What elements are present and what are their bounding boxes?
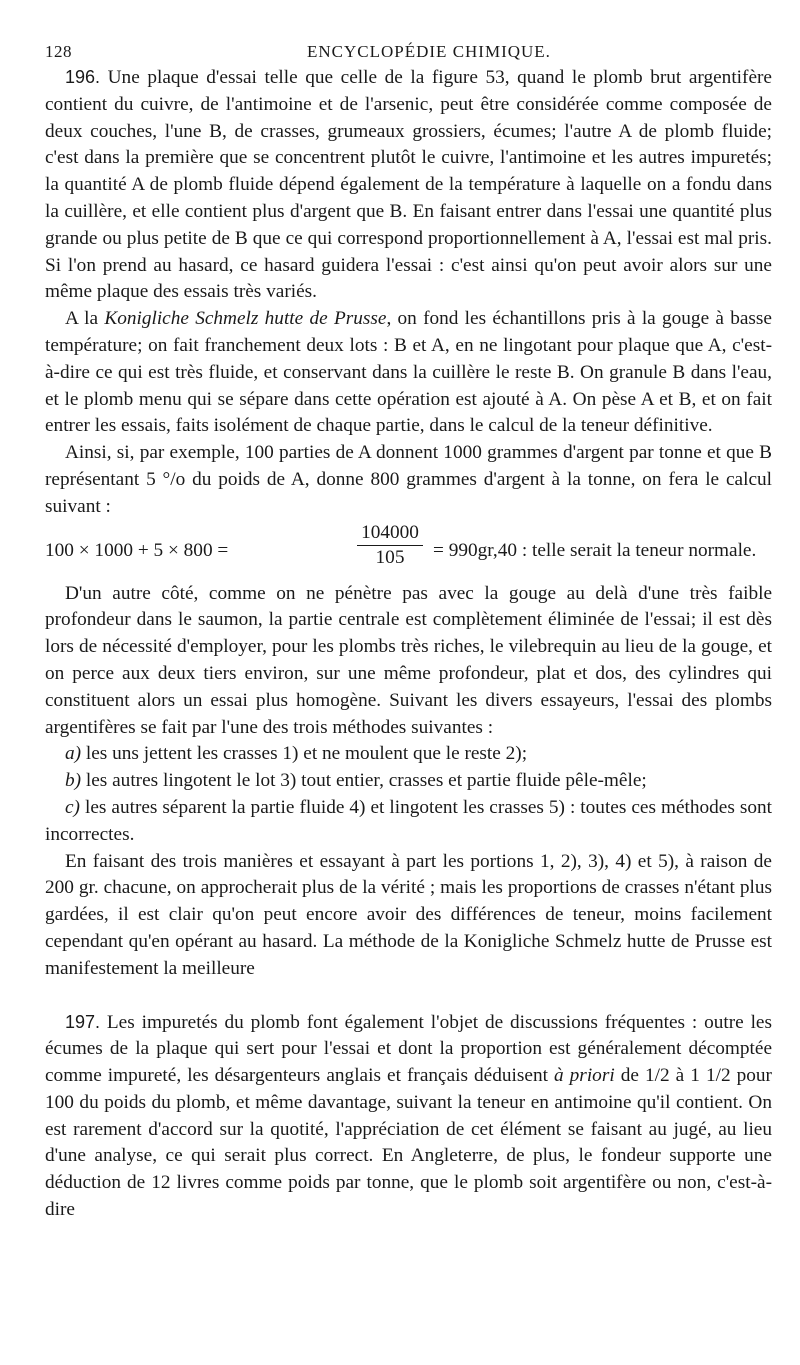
a-priori-italic: à priori	[553, 1065, 615, 1087]
list-text-b: les autres lingotent le lot 3) tout entier, crasses et partie fluide pêle-mêle;	[85, 770, 647, 792]
list-item-a	[45, 741, 772, 768]
list-text-a: les uns jettent les crasses 1) et ne moulent que le reste 2);	[85, 743, 528, 765]
running-head	[45, 38, 772, 64]
formula-denominator: 105	[375, 546, 405, 568]
body-text	[45, 64, 772, 1224]
konigliche-italic: Konigliche Schmelz hutte de Prusse	[104, 308, 387, 330]
list-text-c: les autres séparent la partie fluide 4) et lingotent les crasses 5) : toutes ces méthodes sont incorrectes.	[45, 796, 772, 845]
list-item-c	[45, 795, 772, 849]
page-number: 128	[45, 42, 72, 61]
paragraph-en-faisant: En faisant des trois manières et essayant à part les portions 1, 2), 3), 4) et 5), à raison de 200 gr. chacune, on approcherait plus de la vérité ; mais les proportions de crasses n'étant plus gardées, il est clair qu'on peut encore avoir des différences de teneur, moins facilement cependant qu'en opérant au hasard. La méthode de la Konigliche Schmelz hutte de Prusse est manifestement la meilleure	[45, 850, 772, 979]
paragraph-197	[45, 1009, 772, 1224]
list-marker-a: a)	[65, 743, 82, 765]
paragraph-konigliche-text: , on fond les échantillons pris à la gouge à basse température; on fait franchement deux lots : B et A, en ne lingotant pour plaque que A, c'est-à-dire ce qui est très fluide, et conservant dans la cuillère le reste B. On granule B dans l'eau, et le plomb menu qui se sépare dans cette opération est ajouté à A. On pèse A et B, et on fait entrer les essais, faits isolément de chaque partie, dans le calcul de la teneur définitive.	[45, 308, 772, 437]
paragraph-196	[45, 64, 772, 306]
formula-fraction	[357, 521, 423, 570]
list-marker-c: c)	[65, 796, 80, 818]
paragraph-konigliche	[45, 306, 772, 440]
header-title: ENCYCLOPÉDIE CHIMIQUE.	[307, 42, 551, 61]
formula-numerator: 104000	[357, 521, 423, 546]
paragraph-197-text-b: de 1/2 à 1 1/2 pour 100 du poids du plomb, et même davantage, suivant la teneur en antimoine qu'il contient. On est rarement d'accord sur la quotité, l'appréciation de cet élément se faisant au jugé, au lieu d'une analyse, ce qui serait plus correct. En Angleterre, de plus, le fondeur supporte une déduction de 12 livres comme poids par tonne, que le plomb soit argentifère ou non, c'est-à-dire	[45, 1065, 772, 1221]
paragraph-196-text: Une plaque d'essai telle que celle de la figure 53, quand le plomb brut argentifère contient du cuivre, de l'antimoine et de l'arsenic, peut être considérée comme composée de deux couches, l'une B, de crasses, grumeaux grossiers, écumes; l'autre A de plomb fluide; c'est dans la première que se concentrent plutôt le cuivre, l'antimoine et les autres impuretés; la quantité A de plomb fluide dépend également de la température à laquelle on a fondu dans la cuillère, et elle contient plus d'argent que B. En faisant entrer dans l'essai une quantité plus grande ou plus petite de B que ce qui correspond proportionnellement à A, l'essai est mal pris. Si l'on prend au hasard, ce hasard guidera l'essai : c'est ainsi qu'on peut avoir alors sur une même plaque des essais très variés.	[45, 67, 772, 303]
list-marker-b: b)	[65, 770, 82, 792]
paragraph-ainsi: Ainsi, si, par exemple, 100 parties de A donnent 1000 grammes d'argent par tonne et que B représentant 5 °/o du poids de A, donne 800 grammes d'argent à la tonne, on fera le calcul suivant :	[45, 442, 772, 517]
paragraph-autre-cote: D'un autre côté, comme on ne pénètre pas avec la gouge au delà d'une très faible profondeur dans le saumon, la partie centrale est complètement éliminée de l'essai; il est dès lors de nécessité d'employer, pour les plombs très riches, le vilebrequin au lieu de la gouge, et on perce aux deux tiers environ, sur une même profondeur, plat et dos, des cylindres qui constituent alors un essai plus homogène. Suivant les divers essayeurs, l'essai des plombs argentifères se fait par l'une des trois méthodes suivantes :	[45, 582, 772, 738]
formula-lhs: 100 × 1000 + 5 × 800 =	[45, 539, 229, 561]
paragraph-konigliche-lead: A la	[65, 308, 99, 330]
section-number-196: 196.	[65, 67, 101, 87]
paragraph-197-text-a: Les impuretés du plomb font également l'objet de discussions fréquentes : outre les écumes de la plaque qui sert pour l'essai et dont la proportion est généralement décomptée comme impureté, les désargenteurs anglais et français déduisent	[45, 1011, 772, 1087]
section-number-197: 197.	[65, 1011, 101, 1032]
formula-rhs: = 990gr,40 : telle serait la teneur normale.	[433, 539, 757, 561]
formula	[45, 523, 772, 579]
list-item-b	[45, 768, 772, 795]
